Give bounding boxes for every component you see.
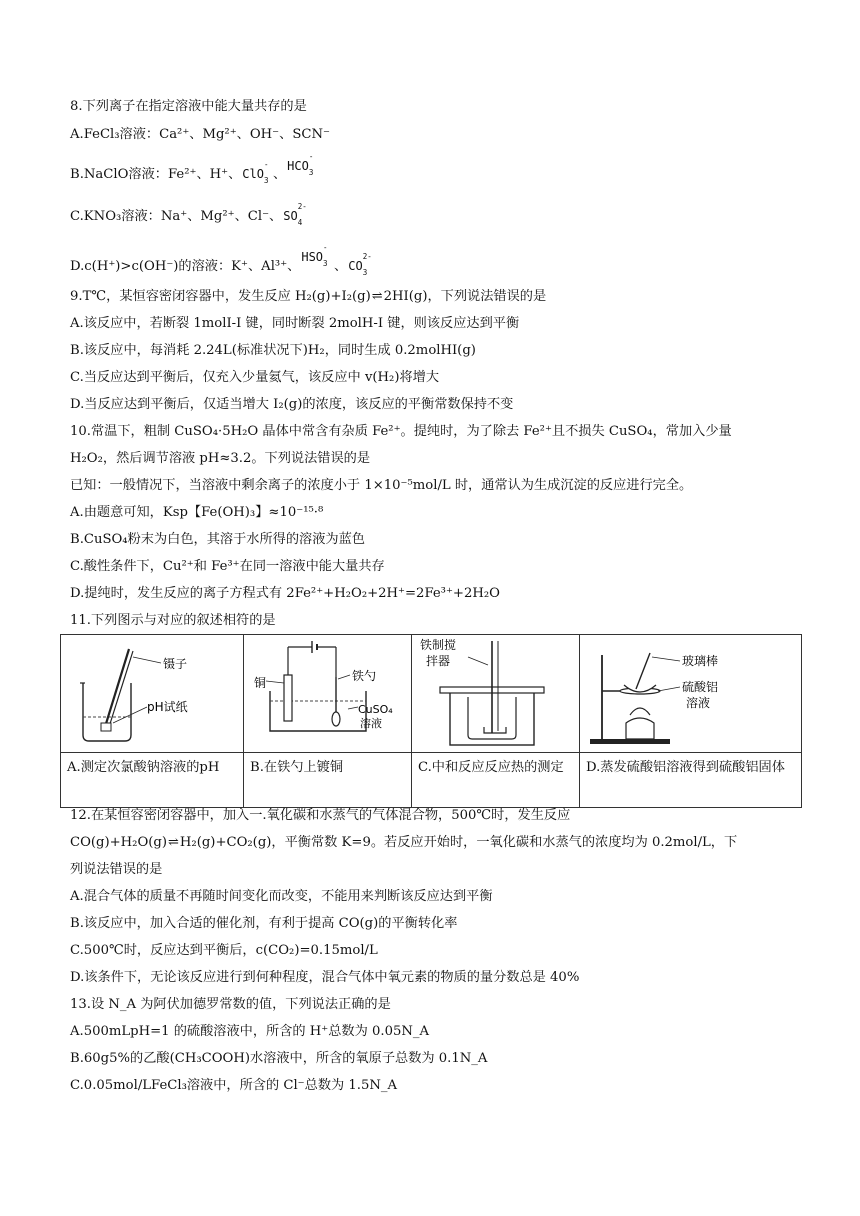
equilibrium-arrow-icon: ⇌ — [168, 835, 179, 850]
ion-bisulfite: HSO - 3 — [301, 243, 328, 268]
q12-stem-line1: 12.在某恒容密闭容器中，加入一.氧化碳和水蒸气的气体混合物，500℃时，发生反应 — [70, 808, 571, 823]
q8-option-d: D.c(H⁺)>c(OH⁻)的溶液：K⁺、Al³⁺、HSO - 3 、CO 2- 3 — [70, 243, 372, 277]
q8-option-c — [70, 202, 307, 227]
q12-option-a: A.混合气体的质量不再随时间变化而改变，不能用来判断该反应达到平衡 — [70, 889, 493, 904]
q10-option-d: D.提纯时，发生反应的离子方程式有 2Fe²⁺+H₂O₂+2H⁺=2Fe³⁺+2H₂O — [70, 586, 500, 601]
q10-stem-line1: 10.常温下，粗制 CuSO₄·5H₂O 晶体中常含有杂质 Fe²⁺。提纯时，为了除去 Fe²⁺且不损失 CuSO₄，常加入少量 — [70, 424, 732, 439]
q8-option-b: B.NaClO溶液：Fe²⁺、H⁺、ClO - 3 、HCO - 3 — [70, 152, 314, 185]
q12-stem-line2: CO(g)+H₂O(g)⇌H₂(g)+CO₂(g)，平衡常数 K=9。若反应开始时，一氧化碳和水蒸气的浓度均为 0.2mol/L，下 — [70, 835, 738, 850]
q10-option-a: A.由题意可知，Ksp【Fe(OH)₃】≈10⁻¹⁵·⁸ — [70, 505, 324, 520]
q8-option-d-text: D.c(H⁺)>c(OH⁻)的溶液：K⁺、Al³⁺、 — [70, 259, 301, 274]
q10-option-b: B.CuSO₄粉末为白色，其溶于水所得的溶液为蓝色 — [70, 532, 365, 547]
figure-c-cell — [412, 635, 580, 753]
q12-option-b: B.该反应中，加入合适的催化剂，有利于提高 CO(g)的平衡转化率 — [70, 916, 458, 931]
ion-carbonate: CO 2- 3 — [348, 252, 372, 277]
figure-d-cell — [580, 635, 802, 753]
q12-option-c: C.500℃时，反应达到平衡后，c(CO₂)=0.15mol/L — [70, 943, 378, 958]
label-copper: 铜 — [254, 676, 267, 690]
q9-option-a: A.该反应中，若断裂 1molI-I 键，同时断裂 2molH-I 键，则该反应达到平衡 — [70, 316, 520, 331]
q9-option-b: B.该反应中，每消耗 2.24L(标准状况下)H₂，同时生成 0.2molHI(g) — [70, 343, 476, 358]
caption-c: C.中和反应反应热的测定 — [412, 753, 580, 808]
q9-stem: 9.T℃，某恒容密闭容器中，发生反应 H₂(g)+I₂(g)⇌2HI(g)，下列说法错误的是 — [70, 289, 547, 304]
evaporation-diagram — [580, 635, 801, 748]
figure-b-cell — [244, 635, 412, 753]
q11-stem: 11.下列图示与对应的叙述相符的是 — [70, 613, 276, 628]
calorimeter-diagram — [412, 635, 579, 748]
caption-b: B.在铁勺上镀铜 — [244, 753, 412, 808]
label-iron-stirrer-1: 铁制搅 — [420, 638, 457, 652]
q8-option-b-text: B.NaClO溶液：Fe²⁺、H⁺、 — [70, 167, 242, 182]
figure-a-cell — [61, 635, 244, 753]
q10-stem-line2: H₂O₂，然后调节溶液 pH≈3.2。下列说法错误的是 — [70, 451, 371, 466]
q13-option-a: A.500mLpH=1 的硫酸溶液中，所含的 H⁺总数为 0.05N_A — [70, 1024, 430, 1039]
q13-option-c: C.0.05mol/LFeCl₃溶液中，所含的 Cl⁻总数为 1.5N_A — [70, 1078, 398, 1093]
label-iron-stirrer-2: 拌器 — [426, 654, 451, 668]
equilibrium-arrow-icon: ⇌ — [371, 289, 383, 304]
q10-option-c: C.酸性条件下，Cu²⁺和 Fe³⁺在同一溶液中能大量共存 — [70, 559, 385, 574]
ion-chlorate: ClO - 3 — [242, 160, 269, 185]
caption-d: D.蒸发硫酸铝溶液得到硫酸铝固体 — [580, 753, 802, 808]
q8-stem: 8.下列离子在指定溶液中能大量共存的是 — [70, 99, 307, 114]
caption-a: A.测定次氯酸钠溶液的pH — [61, 753, 244, 808]
q10-note: 已知：一般情况下，当溶液中剩余离子的浓度小于 1×10⁻⁵mol/L 时，通常认为生成沉淀的反应进行完全。 — [70, 478, 693, 493]
ion-sulfate: SO 2- 4 — [283, 202, 307, 227]
q12-option-d: D.该条件下，无论该反应进行到何种程度，混合气体中氧元素的物质的量分数总是 40% — [70, 970, 580, 985]
label-aluminum-sulfate: 硫酸铝 — [682, 680, 719, 694]
label-glass-rod: 玻璃棒 — [682, 654, 719, 668]
label-copper-sulfate: CuSO₄ — [358, 703, 393, 716]
q8-option-a: A.FeCl₃溶液：Ca²⁺、Mg²⁺、OH⁻、SCN⁻ — [70, 127, 330, 142]
q9-option-d: D.当反应达到平衡后，仅适当增大 I₂(g)的浓度，该反应的平衡常数保持不变 — [70, 397, 514, 412]
q9-option-c: C.当反应达到平衡后，仅充入少量氦气，该反应中 v(H₂)将增大 — [70, 370, 440, 385]
ion-bicarbonate: HCO - 3 — [287, 152, 314, 177]
label-tweezers: 镊子 — [163, 657, 188, 671]
beaker-ph-paper-diagram — [61, 635, 243, 748]
q11-figure-table — [60, 634, 802, 808]
q13-option-b: B.60g5%的乙酸(CH₃COOH)水溶液中，所含的氧原子总数为 0.1N_A — [70, 1051, 488, 1066]
electroplating-diagram — [244, 635, 411, 748]
label-iron-spoon: 铁勺 — [352, 669, 377, 683]
q12-stem-line3: 列说法错误的是 — [70, 862, 163, 877]
label-solution-d: 溶液 — [686, 696, 711, 710]
q13-stem: 13.设 N_A 为阿伏加德罗常数的值，下列说法正确的是 — [70, 997, 391, 1012]
label-solution: 溶液 — [360, 717, 382, 730]
label-ph-paper: pH试纸 — [147, 700, 188, 714]
q8-option-c-text: C.KNO₃溶液：Na⁺、Mg²⁺、Cl⁻、 — [70, 209, 283, 224]
